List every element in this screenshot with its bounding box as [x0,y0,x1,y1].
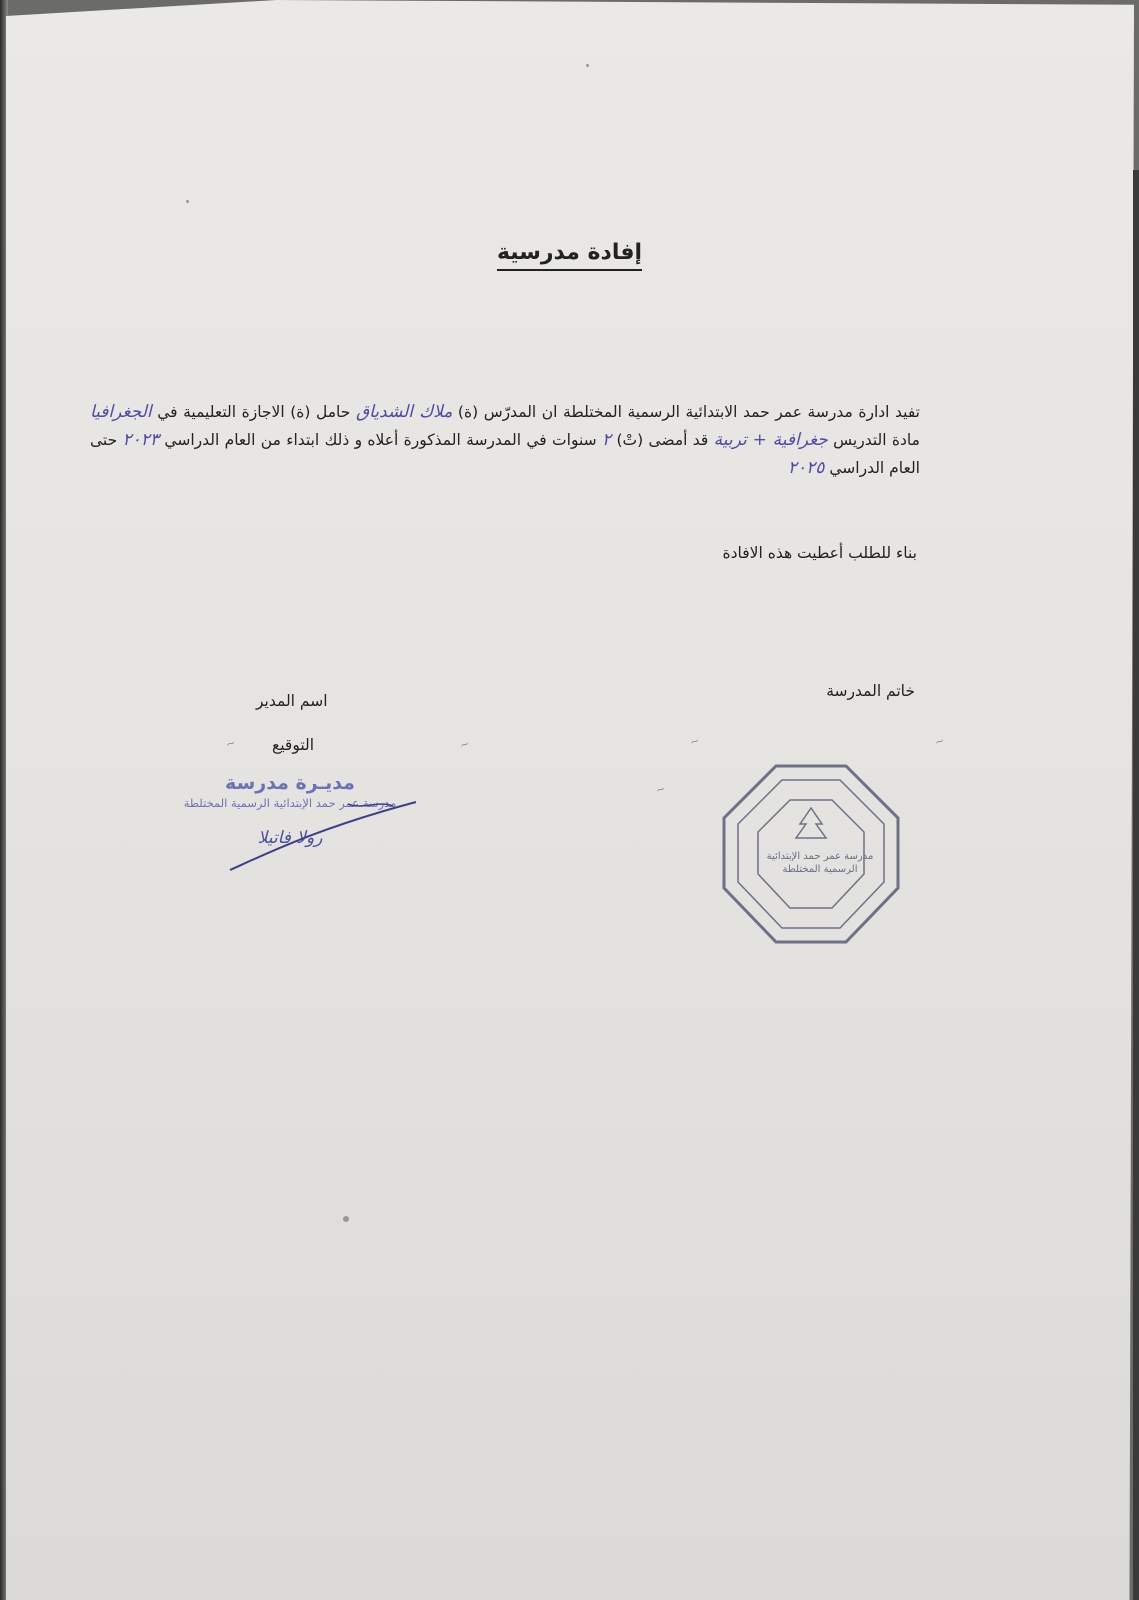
ink-smudge: ~ [688,733,702,750]
ink-smudge: ~ [224,735,238,752]
director-stamp-title: مديـرة مدرسة [225,772,355,794]
certificate-body: تفيد ادارة مدرسة عمر حمد الابتدائية الرسمية المختلطة ان المدرّس (ة) ملاك الشدياق حامل (ة) الاجازة التعليمية في الجغرافيا مادة التدريس جغرافية + تربية قد أمضى (تْ) ٢ سنوات في المدرسة المذكورة أعلاه و ذلك ابتداء من العام الدراسي ٢٠٢٣ حتى العام الدراسي ٢٠٢٥ [90,402,920,478]
ink-smudge: ~ [458,736,472,753]
school-seal-center-text: مدرسة عمر حمد الإبتدائية الرسمية المختلطة [766,851,874,875]
document-title: إفادة مدرسية [0,240,1139,265]
closing-line: بناء للطلب أعطيت هذه الافادة [722,544,917,562]
director-stamp-school: مدرسة عمر حمد الإبتدائية الرسمية المختلطة [183,796,397,810]
page-edge-right [1133,170,1139,1600]
paper-speck [343,1216,349,1222]
ink-smudge: ~ [654,781,668,798]
director-signature-stroke [228,798,418,878]
start-year: ٢٠٢٣ [122,430,160,450]
director-stamp-name: رولا فاتيلا [257,828,323,848]
teaching-subject: جغرافية + تربية [713,430,828,450]
ink-smudge: ~ [933,733,947,750]
end-year: ٢٠٢٥ [787,458,825,478]
paper-speck [186,200,189,203]
signature-label: التوقيع [272,736,315,754]
director-name-label: اسم المدير [256,692,328,710]
cedar-tree-icon [796,808,826,838]
teacher-name: ملاك الشدياق [355,402,453,422]
degree-field: الجغرافيا [90,402,152,422]
paper-speck [586,64,589,67]
school-stamp-label: خاتم المدرسة [826,682,915,700]
years-count: ٢ [601,430,612,450]
